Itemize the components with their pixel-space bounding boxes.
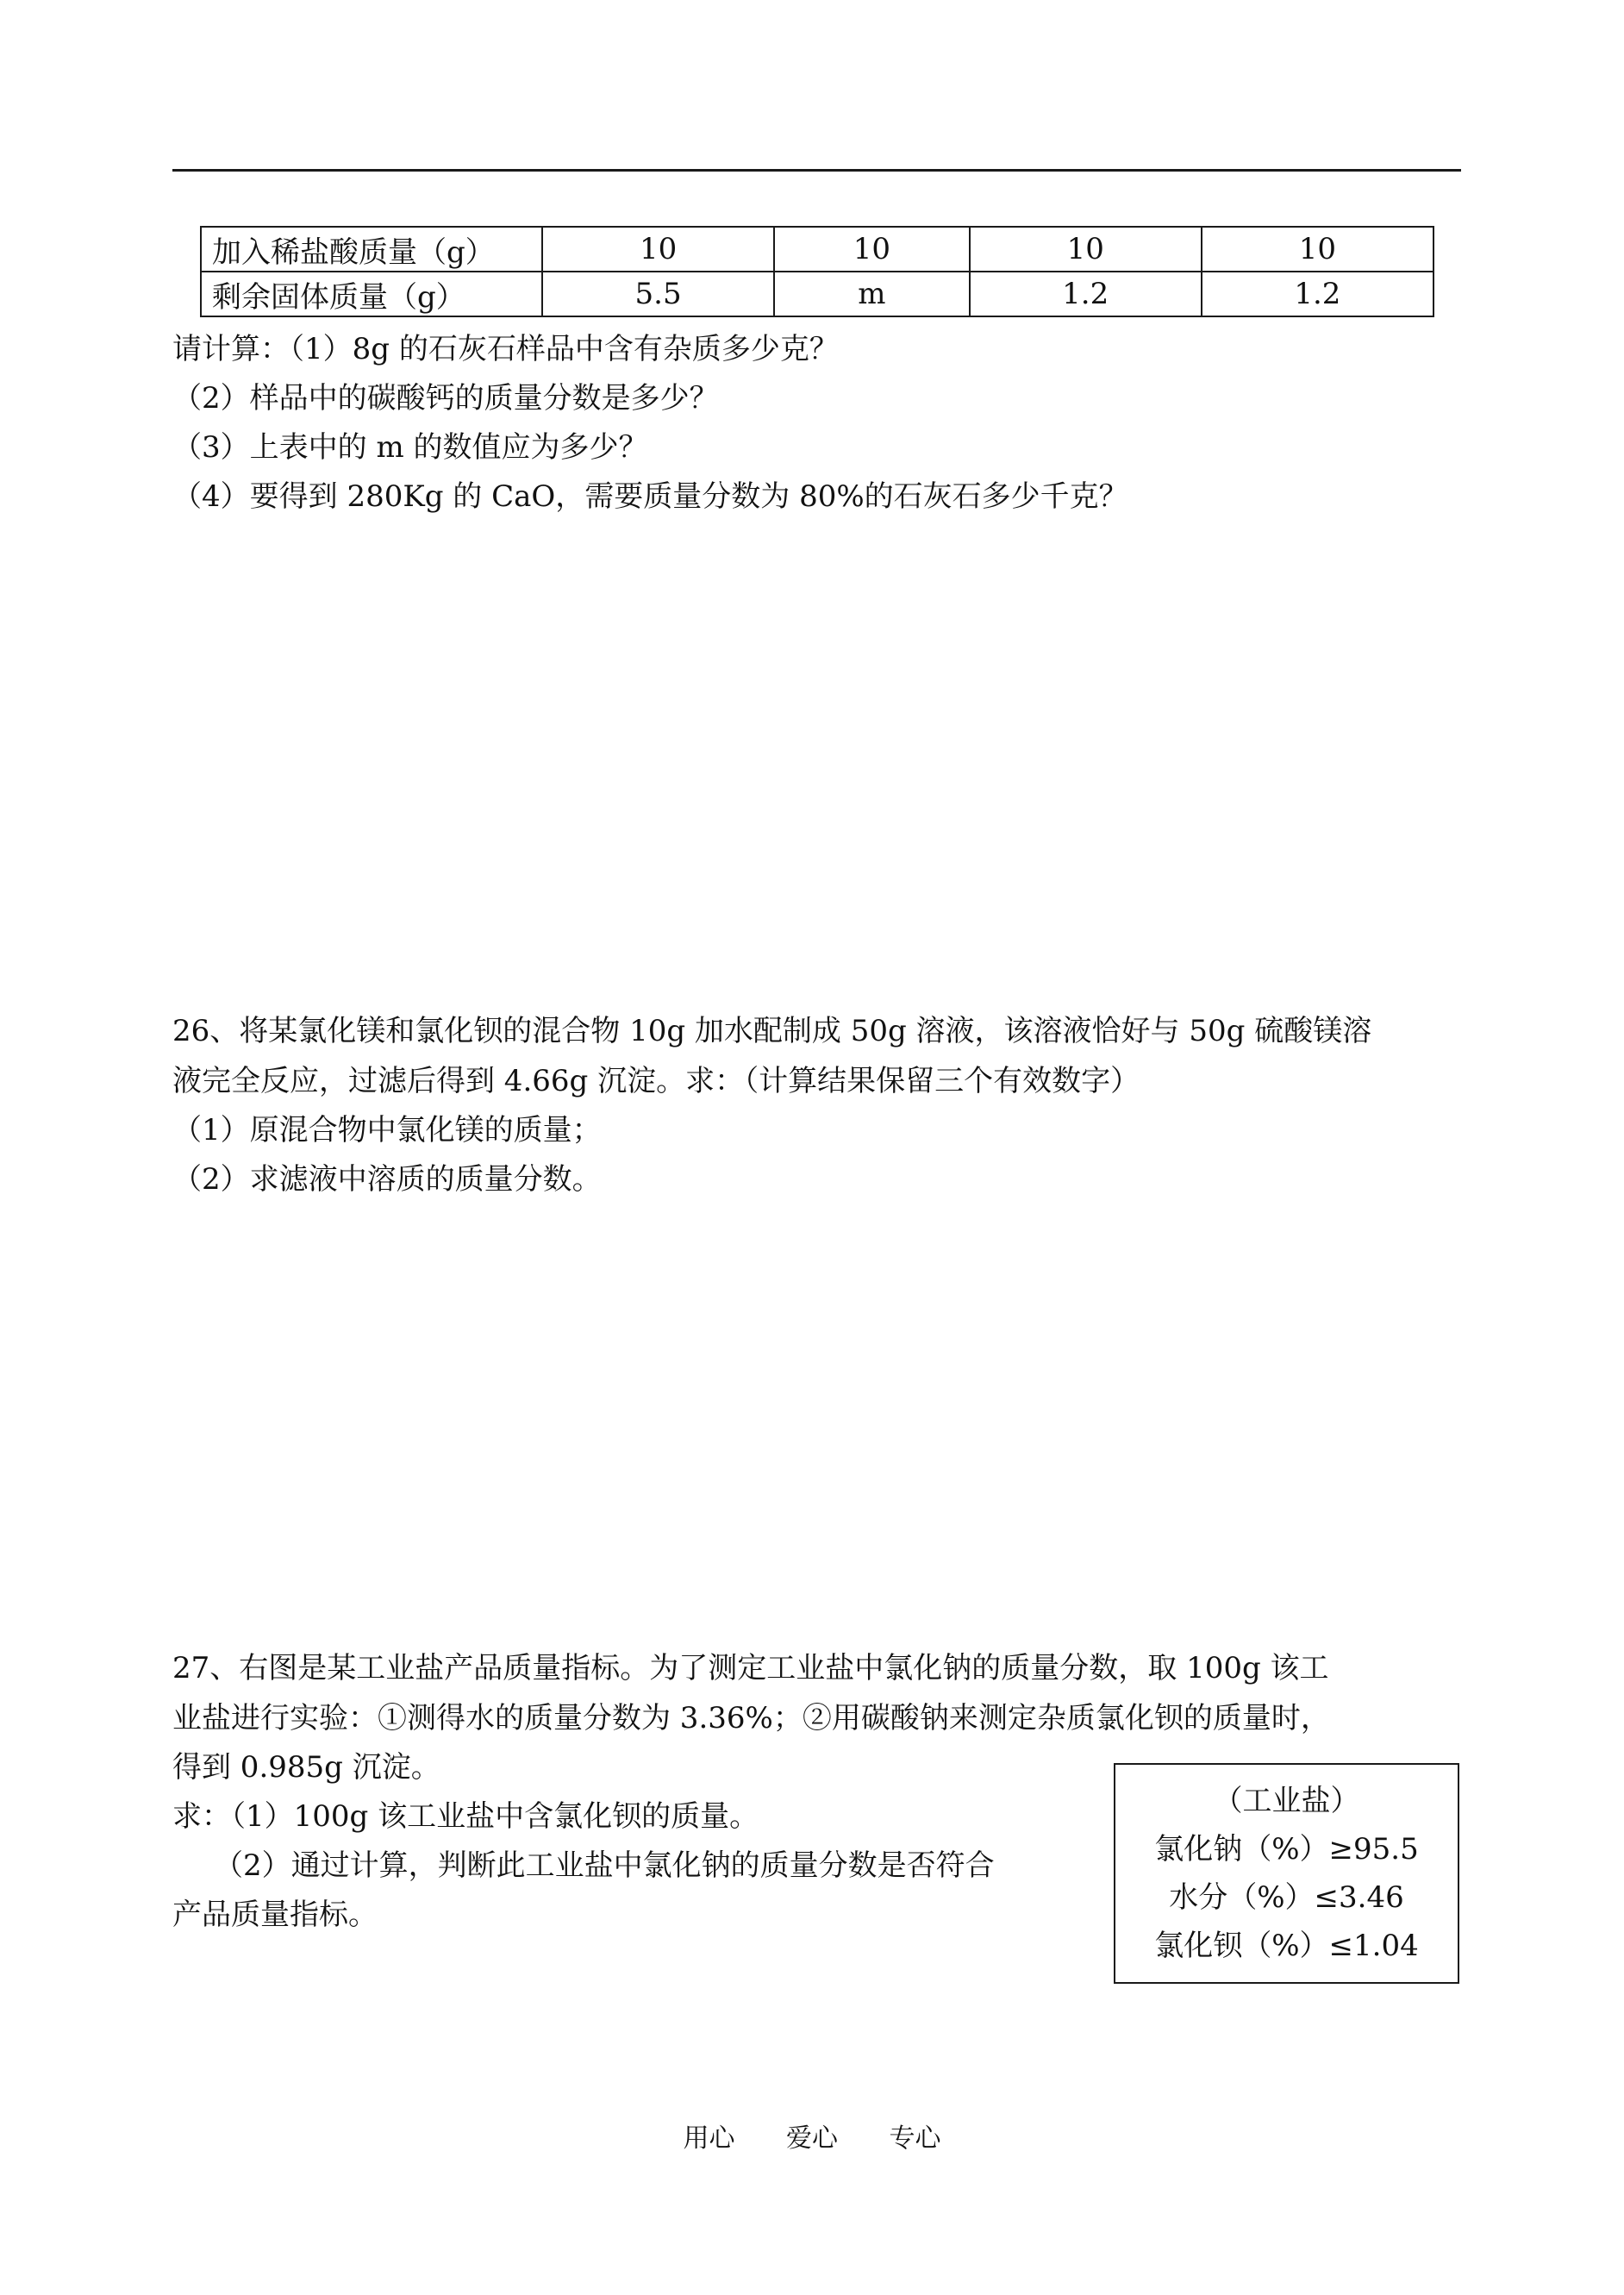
q26-part1: （1）原混合物中氯化镁的质量； xyxy=(172,1113,602,1148)
footer-word: 专心 xyxy=(889,2123,941,2154)
footer-word: 爱心 xyxy=(786,2123,838,2154)
table-cell: 5.5 xyxy=(542,272,774,316)
q25-part2: （2）样品中的碳酸钙的质量分数是多少？ xyxy=(172,381,719,416)
q27-line3: 得到 0.985g 沉淀。 xyxy=(172,1750,440,1785)
table-cell: 1.2 xyxy=(970,272,1202,316)
header-rule xyxy=(172,169,1461,172)
salt-spec-bacl2: 氯化钡（%）≤1.04 xyxy=(1154,1929,1419,1963)
q25-part3: （3）上表中的 m 的数值应为多少？ xyxy=(172,430,648,465)
experiment-data-table xyxy=(200,226,1434,317)
q27-part1: 求：（1）100g 该工业盐中含氯化钡的质量。 xyxy=(172,1799,759,1834)
q26-line2: 液完全反应，过滤后得到 4.66g 沉淀。求：（计算结果保留三个有效数字） xyxy=(172,1064,1140,1098)
table-row xyxy=(201,227,1433,272)
salt-spec-water: 水分（%）≤3.46 xyxy=(1169,1880,1404,1915)
table-cell: 10 xyxy=(970,227,1202,272)
table-cell: 10 xyxy=(542,227,774,272)
salt-spec-nacl: 氯化钠（%）≥95.5 xyxy=(1154,1832,1419,1867)
q27-part2-cont: 产品质量指标。 xyxy=(172,1898,378,1932)
salt-spec-title: （工业盐） xyxy=(1213,1784,1360,1818)
table-cell: 10 xyxy=(1202,227,1433,272)
page-footer xyxy=(0,2117,1624,2154)
q26-line1: 26、将某氯化镁和氯化钡的混合物 10g 加水配制成 50g 溶液，该溶液恰好与 50g 硫酸镁溶 xyxy=(172,1014,1372,1048)
row-label: 加入稀盐酸质量（g） xyxy=(201,227,542,272)
q27-line2: 业盐进行实验：①测得水的质量分数为 3.36%；②用碳酸钠来测定杂质氯化钡的质量时， xyxy=(172,1701,1330,1735)
table-cell: 1.2 xyxy=(1202,272,1433,316)
table-cell: 10 xyxy=(774,227,969,272)
q25-part4: （4）要得到 280Kg 的 CaO，需要质量分数为 80%的石灰石多少千克？ xyxy=(172,479,1128,514)
table-row xyxy=(201,272,1433,316)
q27-part2: （2）通过计算，判断此工业盐中氯化钠的质量分数是否符合 xyxy=(214,1848,995,1883)
footer-word: 用心 xyxy=(683,2123,735,2154)
q27-line1: 27、右图是某工业盐产品质量指标。为了测定工业盐中氯化钠的质量分数，取 100g 该工 xyxy=(172,1651,1329,1685)
salt-spec-box xyxy=(1114,1763,1459,1984)
q25-intro: 请计算：（1）8g 的石灰石样品中含有杂质多少克？ xyxy=(172,332,839,366)
row-label: 剩余固体质量（g） xyxy=(201,272,542,316)
q26-part2: （2）求滤液中溶质的质量分数。 xyxy=(172,1162,602,1197)
table-cell: m xyxy=(774,272,969,316)
